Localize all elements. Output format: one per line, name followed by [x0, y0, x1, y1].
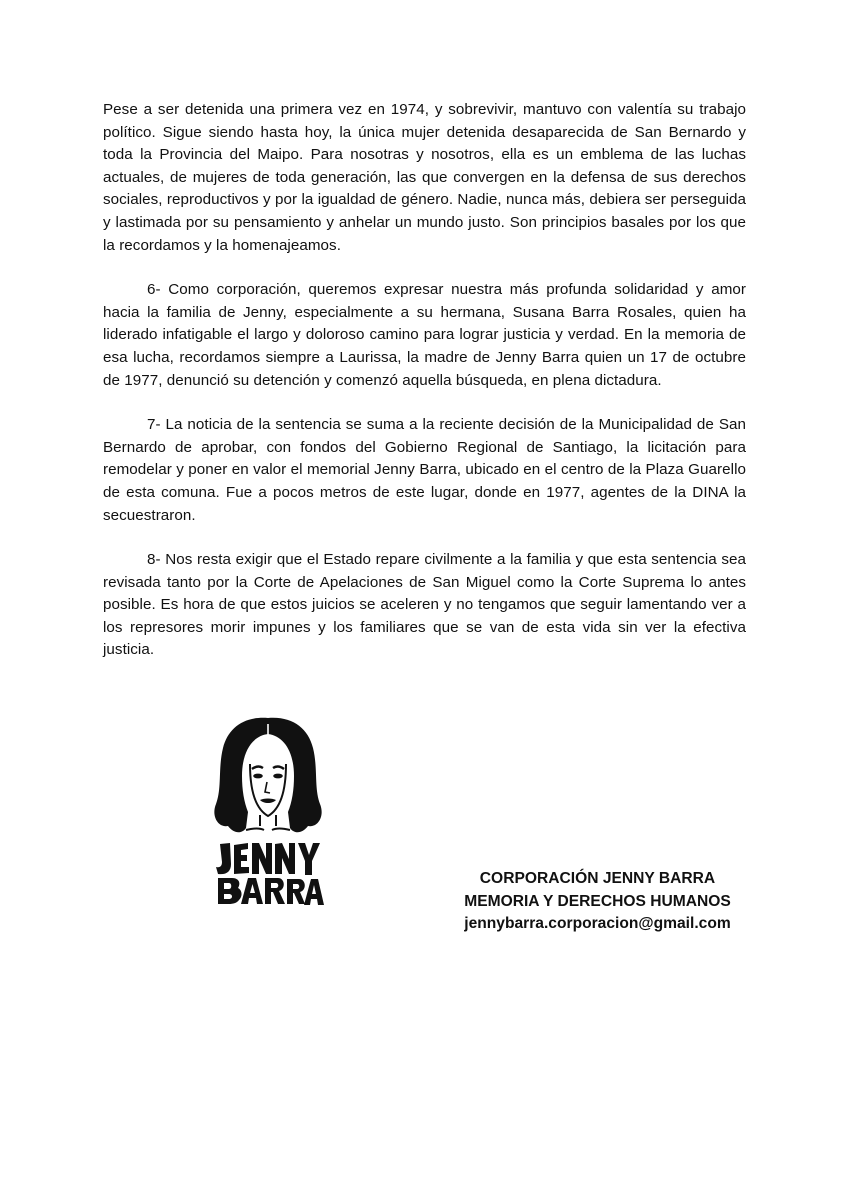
organization-name: CORPORACIÓN JENNY BARRA	[479, 870, 716, 887]
organization-subtitle: MEMORIA Y DERECHOS HUMANOS	[464, 892, 731, 910]
paragraph-point-7: 7- La noticia de la sentencia se suma a la reciente decisión de la Municipalidad de San Bernardo de aprobar, con fondos del Gobierno Regional de Santiago, la licitación para remodelar y poner en valor el memorial Jenny Barra, ubicado en el centro de la Plaza Guarello de esta comuna. Fue a pocos metros de este lugar, donde en 1977, agentes de la DINA la secuestraron.	[103, 416, 746, 524]
paragraph-intro: Pese a ser detenida una primera vez en 1974, y sobrevivir, mantuvo con valentía su trabajo político. Sigue siendo hasta hoy, la única mujer detenida desaparecida de San Bernardo y toda la Provincia del Maipo. Para nosotras y nosotros, ella es un emblema de las luchas actuales, de mujeres de toda generación, las que convergen en la defensa de sus derechos sociales, reproductivos y por la igualdad de género. Nadie, nunca más, debiera ser perseguida y lastimada por su pensamiento y anhelar un mundo justo. Son principios basales por los que la recordamos y la homenajeamos.	[103, 101, 746, 254]
nose	[265, 782, 270, 793]
jenny-barra-logo	[208, 712, 328, 912]
document-body	[103, 99, 746, 684]
paragraph-point-6: 6- Como corporación, queremos expresar nuestra más profunda solidaridad y amor hacia la familia de Jenny, especialmente a su hermana, Susana Barra Rosales, quien ha liderado infatigable el largo y doloroso camino para lograr justicia y verdad. En la memoria de esa lucha, recordamos siempre a Laurissa, la madre de Jenny Barra quien un 17 de octubre de 1977, denunció su detención y comenzó aquella búsqueda, en plena dictadura.	[103, 281, 746, 389]
logo-word-jenny	[216, 843, 320, 875]
left-eye	[253, 774, 263, 779]
right-eyebrow	[273, 767, 284, 769]
logo-word-barra	[218, 878, 324, 905]
right-eye	[273, 774, 283, 779]
portrait-illustration	[208, 712, 328, 912]
shoulders	[246, 829, 290, 831]
mouth	[260, 799, 276, 804]
signature-block	[420, 868, 775, 936]
left-eyebrow	[252, 767, 263, 769]
contact-email: jennybarra.corporacion@gmail.com	[464, 915, 731, 932]
face-outline	[250, 764, 286, 816]
paragraph-point-8: 8- Nos resta exigir que el Estado repare civilmente a la familia y que esta sentencia sea revisada tanto por la Corte de Apelaciones de San Miguel como la Corte Suprema lo antes posible. Es hora de que estos juicios se aceleren y no tengamos que seguir lamentando ver a los represores morir impunes y los familiares que se van de esta vida sin ver la efectiva justicia.	[103, 551, 746, 659]
